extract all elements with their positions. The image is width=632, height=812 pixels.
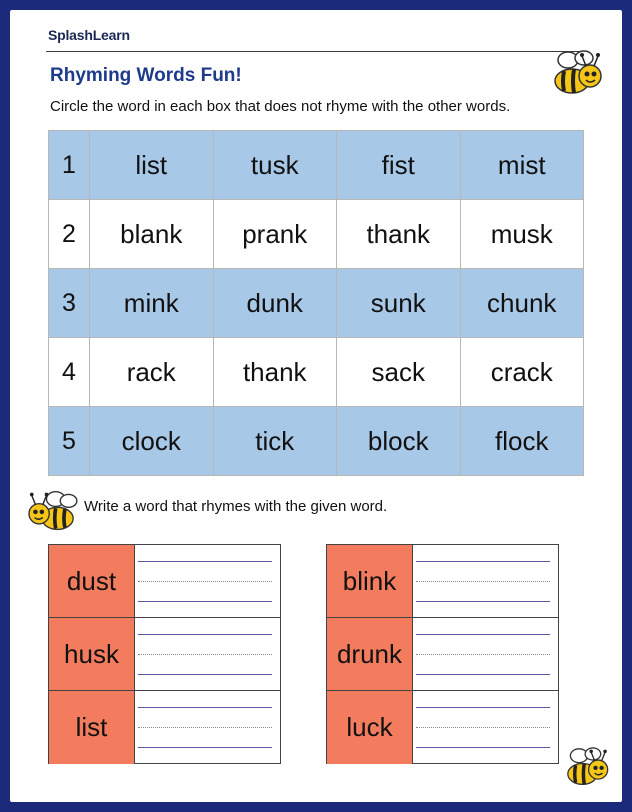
word-cell[interactable]: chunk bbox=[460, 269, 584, 338]
answer-lines[interactable] bbox=[135, 545, 280, 617]
word-cell[interactable]: fist bbox=[337, 131, 461, 200]
word-cell[interactable]: tick bbox=[213, 407, 337, 476]
bee-icon bbox=[546, 48, 606, 98]
write-box-right bbox=[326, 544, 559, 764]
word-cell[interactable]: crack bbox=[460, 338, 584, 407]
write-row bbox=[49, 691, 280, 764]
word-cell[interactable]: mink bbox=[90, 269, 214, 338]
row-number: 1 bbox=[49, 131, 90, 200]
given-word: drunk bbox=[327, 618, 413, 690]
answer-lines[interactable] bbox=[413, 618, 558, 690]
bee-icon bbox=[24, 488, 80, 534]
write-row bbox=[49, 545, 280, 618]
row-number: 3 bbox=[49, 269, 90, 338]
row-number: 2 bbox=[49, 200, 90, 269]
write-row bbox=[327, 618, 558, 691]
table-row bbox=[49, 131, 584, 200]
worksheet bbox=[10, 10, 622, 802]
write-row bbox=[327, 545, 558, 618]
given-word: list bbox=[49, 691, 135, 764]
table-row bbox=[49, 200, 584, 269]
given-word: luck bbox=[327, 691, 413, 764]
write-box-left bbox=[48, 544, 281, 764]
given-word: blink bbox=[327, 545, 413, 617]
word-cell[interactable]: dunk bbox=[213, 269, 337, 338]
header-divider bbox=[46, 51, 586, 52]
answer-lines[interactable] bbox=[135, 691, 280, 764]
answer-lines[interactable] bbox=[413, 545, 558, 617]
instructions-part2: Write a word that rhymes with the given word. bbox=[84, 498, 388, 515]
given-word: husk bbox=[49, 618, 135, 690]
table-row bbox=[49, 269, 584, 338]
word-cell[interactable]: clock bbox=[90, 407, 214, 476]
word-cell[interactable]: rack bbox=[90, 338, 214, 407]
row-number: 5 bbox=[49, 407, 90, 476]
word-cell[interactable]: block bbox=[337, 407, 461, 476]
write-row bbox=[327, 691, 558, 764]
table-row bbox=[49, 407, 584, 476]
rhyme-table bbox=[48, 130, 584, 476]
given-word: dust bbox=[49, 545, 135, 617]
answer-lines[interactable] bbox=[135, 618, 280, 690]
word-cell[interactable]: list bbox=[90, 131, 214, 200]
word-cell[interactable]: mist bbox=[460, 131, 584, 200]
bee-icon bbox=[560, 745, 612, 789]
table-row bbox=[49, 338, 584, 407]
write-row bbox=[49, 618, 280, 691]
word-cell[interactable]: blank bbox=[90, 200, 214, 269]
instructions-part1: Circle the word in each box that does not rhyme with the other words. bbox=[50, 98, 511, 115]
word-cell[interactable]: thank bbox=[213, 338, 337, 407]
answer-lines[interactable] bbox=[413, 691, 558, 764]
word-cell[interactable]: thank bbox=[337, 200, 461, 269]
word-cell[interactable]: flock bbox=[460, 407, 584, 476]
page-title: Rhyming Words Fun! bbox=[50, 65, 242, 86]
brand-logo: SplashLearn bbox=[48, 27, 130, 43]
row-number: 4 bbox=[49, 338, 90, 407]
word-cell[interactable]: sack bbox=[337, 338, 461, 407]
word-cell[interactable]: sunk bbox=[337, 269, 461, 338]
word-cell[interactable]: tusk bbox=[213, 131, 337, 200]
word-cell[interactable]: musk bbox=[460, 200, 584, 269]
word-cell[interactable]: prank bbox=[213, 200, 337, 269]
